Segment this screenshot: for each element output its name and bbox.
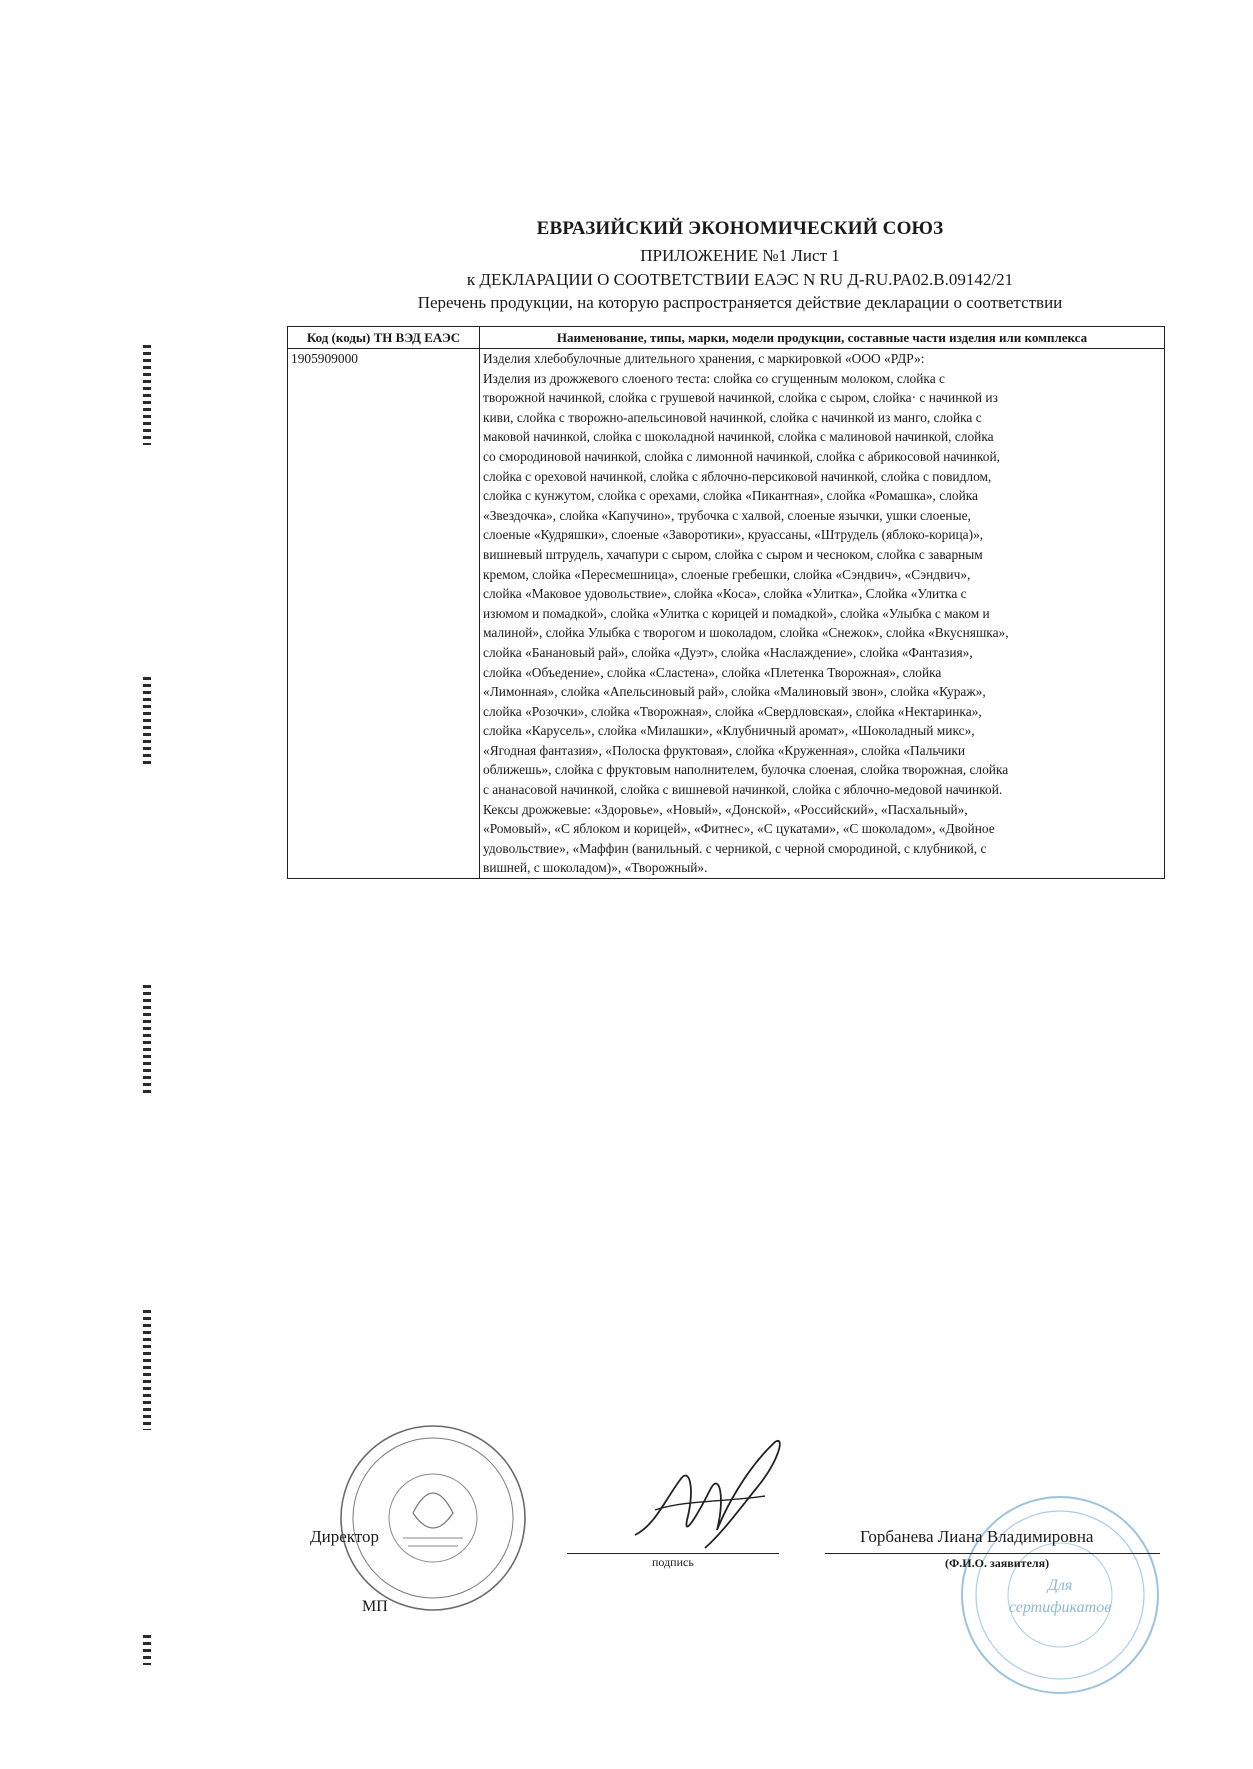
scan-margin-mark bbox=[143, 677, 151, 767]
table-header-row bbox=[288, 327, 1165, 349]
position-label: Директор bbox=[310, 1527, 379, 1546]
description-line: Кексы дрожжевые: «Здоровье», «Новый», «Донской», «Российский», «Пасхальный», bbox=[483, 801, 968, 817]
description-line: изюмом и помадкой», слойка «Улитка с корицей и помадкой», слойка «Улыбка с маком и bbox=[483, 605, 990, 621]
signature-caption: подпись bbox=[652, 1555, 694, 1569]
name-caption: (Ф.И.О. заявителя) bbox=[945, 1556, 1050, 1570]
description-line: со смородиновой начинкой, слойка с лимонной начинкой, слойка с абрикосовой начинкой, bbox=[483, 448, 1000, 464]
description-line: «Звездочка», слойка «Капучино», трубочка с халвой, слоеные язычки, ушки слоеные, bbox=[483, 507, 971, 523]
description-line: слойка «Карусель», слойка «Милашки», «Клубничный аромат», «Шоколадный микс», bbox=[483, 723, 975, 739]
product-list-title: Перечень продукции, на которую распространяется действие декларации о соответствии bbox=[417, 293, 1063, 312]
seal-mark: МП bbox=[362, 1598, 388, 1615]
description-line: малиной», слойка Улыбка с творогом и шоколадом, слойка «Снежок», слойка «Вкусняшка», bbox=[483, 625, 1009, 641]
applicant-name: Горбанева Лиана Владимировна bbox=[860, 1527, 1094, 1546]
description-line: слойка «Маковое удовольствие», слойка «Коса», слойка «Улитка», Слойка «Улитка с bbox=[483, 586, 967, 602]
name-line bbox=[825, 1553, 1160, 1554]
products-table bbox=[287, 326, 1165, 879]
description-cell bbox=[480, 349, 1165, 879]
scan-margin-mark bbox=[143, 1635, 151, 1665]
union-title: ЕВРАЗИЙСКИЙ ЭКОНОМИЧЕСКИЙ СОЮЗ bbox=[536, 218, 944, 239]
svg-text:сертификатов: сертификатов bbox=[1008, 1599, 1112, 1616]
description-line: вишневый штрудель, хачапури с сыром, слойка с сыром и чесноком, слойка с заварным bbox=[483, 546, 983, 562]
description-line: маковой начинкой, слойка с шоколадной начинкой, слойка с малиновой начинкой, слойка bbox=[483, 429, 994, 445]
signature-line bbox=[567, 1553, 779, 1554]
round-seal-left bbox=[333, 1418, 533, 1618]
description-line: удовольствие», «Маффин (ванильный. с черникой, с черной смородиной, с клубникой, с bbox=[483, 840, 987, 856]
description-line: слойка «Объедение», слойка «Сластена», слойка «Плетенка Творожная», слойка bbox=[483, 664, 942, 680]
header-name: Наименование, типы, марки, модели продукции, составные части изделия или комплекса bbox=[480, 327, 1165, 349]
description-line: вишней, с шоколадом)», «Творожный». bbox=[483, 860, 708, 876]
description-line: Изделия хлебобулочные длительного хранения, с маркировкой «ООО «РДР»: bbox=[483, 351, 925, 366]
description-line: «Лимонная», слойка «Апельсиновый рай», слойка «Малиновый звон», слойка «Кураж», bbox=[483, 684, 986, 700]
svg-text:Для: Для bbox=[1047, 1577, 1073, 1594]
description-line: творожной начинкой, слойка с грушевой начинкой, слойка с сыром, слойка· с начинкой из bbox=[483, 390, 998, 406]
description-line: слойка с кунжутом, слойка с орехами, слойка «Пикантная», слойка «Ромашка», слойка bbox=[483, 488, 978, 504]
description-line: «Ромовый», «С яблоком и корицей», «Фитнес», «С цукатами», «С шоколадом», «Двойное bbox=[483, 821, 995, 837]
description-line: слоеные «Кудряшки», слоеные «Заворотики», круассаны, «Штрудель (яблоко-корица)», bbox=[483, 527, 984, 543]
description-line: слойка «Банановый рай», слойка «Дуэт», слойка «Наслаждение», слойка «Фантазия», bbox=[483, 644, 973, 660]
description-line: Изделия из дрожжевого слоеного теста: слойка со сгущенным молоком, слойка с bbox=[483, 370, 945, 386]
description-line: слойка «Розочки», слойка «Творожная», слойка «Свердловская», слойка «Нектаринка», bbox=[483, 703, 982, 719]
scan-margin-mark bbox=[143, 1310, 151, 1430]
declaration-number: к ДЕКЛАРАЦИИ О СООТВЕТСТВИИ ЕАЭС N RU Д-RU.РА02.В.09142/21 bbox=[466, 270, 1014, 289]
description-line: слойка с ореховой начинкой, слойка с яблочно-персиковой начинкой, слойка с повидлом, bbox=[483, 468, 992, 484]
table-row bbox=[288, 349, 1165, 879]
round-stamp-right bbox=[955, 1490, 1165, 1700]
description-line: оближешь», слойка с фруктовым наполнителем, булочка слоеная, слойка творожная, слойка bbox=[483, 762, 1009, 778]
appendix-title: ПРИЛОЖЕНИЕ №1 Лист 1 bbox=[640, 246, 840, 265]
description-line: с ананасовой начинкой, слойка с вишневой начинкой, слойка с яблочно-медовой начинкой. bbox=[483, 782, 1003, 798]
scan-margin-mark bbox=[143, 985, 151, 1095]
description-line: кремом, слойка «Пересмешница», слоеные гребешки, слойка «Сэндвич», «Сэндвич», bbox=[483, 566, 971, 582]
code-cell: 1905909000 bbox=[288, 349, 480, 879]
scan-margin-mark bbox=[143, 345, 151, 445]
description-line: киви, слойка с творожно-апельсиновой начинкой, слойка с начинкой из манго, слойка с bbox=[483, 409, 982, 425]
handwritten-signature bbox=[625, 1430, 805, 1560]
description-line: «Ягодная фантазия», «Полоска фруктовая», слойка «Круженная», слойка «Пальчики bbox=[483, 742, 966, 758]
header-code: Код (коды) ТН ВЭД ЕАЭС bbox=[288, 327, 480, 349]
